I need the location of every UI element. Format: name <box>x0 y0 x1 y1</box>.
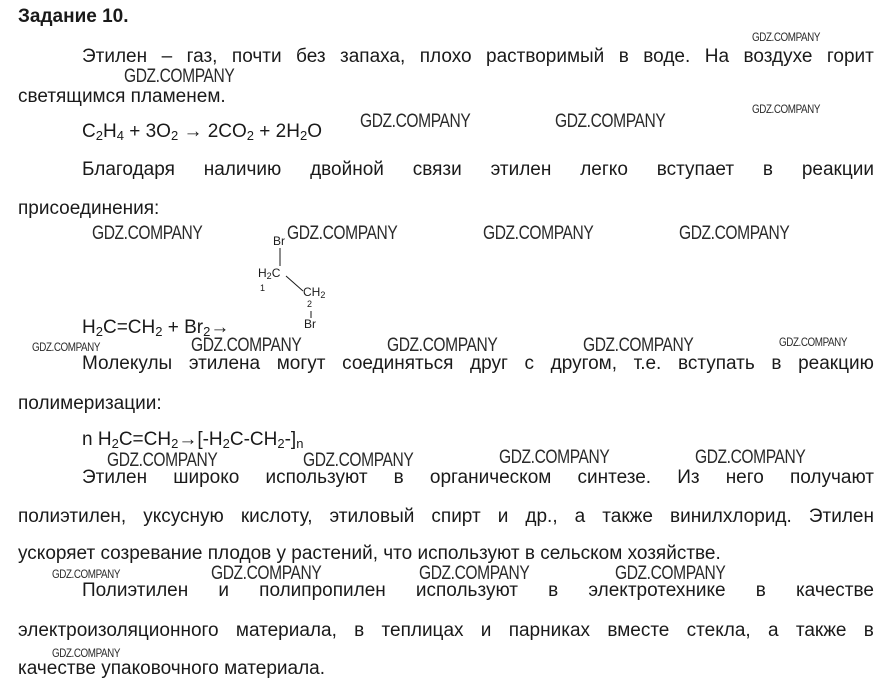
watermark: GDZ.COMPANY <box>52 567 121 581</box>
watermark: GDZ.COMPANY <box>679 223 790 244</box>
watermark: GDZ.COMPANY <box>92 223 203 244</box>
word: Из <box>677 467 700 488</box>
word: почти <box>231 46 282 67</box>
word: вместе <box>607 620 670 641</box>
word: а <box>767 620 779 641</box>
watermark: GDZ.COMPANY <box>107 450 218 471</box>
word: с <box>524 353 535 374</box>
word: запаха, <box>340 46 406 67</box>
word: и <box>218 580 230 601</box>
equation-bromination: $H_2C=CH_2 + Br_2\to$ <box>82 317 230 339</box>
equation-combustion: $C_2H_4 + 3O_2 \to 2CO_2 + 2H_2O$ <box>82 121 322 143</box>
structure-br-bottom: Br <box>304 317 316 331</box>
word: воздухе <box>743 46 813 67</box>
word: широко <box>173 467 240 488</box>
structure-c2: $CH_2$ <box>303 285 326 300</box>
word: могут <box>276 353 326 374</box>
word: в <box>548 580 559 601</box>
equation-polymerization: n $H_2C=CH_2\to[-H_2C-CH_2-]_n$ <box>82 429 304 451</box>
word: и <box>497 506 509 527</box>
watermark: GDZ.COMPANY <box>52 646 121 660</box>
word: без <box>296 46 326 67</box>
p4-line3: ускоряет созревание плодов у растений, что используют в сельском хозяйстве. <box>18 543 721 564</box>
p3-line2: полимеризации: <box>18 393 162 414</box>
word: в <box>762 159 773 180</box>
word: этиловый <box>329 506 415 527</box>
word: в <box>755 580 766 601</box>
word: и <box>480 620 492 641</box>
word: Этилен <box>808 506 874 527</box>
word: Этилен <box>82 467 148 488</box>
word: двойной <box>310 159 384 180</box>
word: винилхлорид. <box>669 506 792 527</box>
watermark: GDZ.COMPANY <box>695 447 806 468</box>
p5-line2 <box>18 620 874 642</box>
word: др., <box>525 506 558 527</box>
structure-num-2: 2 <box>307 299 313 309</box>
watermark: GDZ.COMPANY <box>32 340 101 354</box>
watermark: GDZ.COMPANY <box>303 450 414 471</box>
word: в <box>393 467 404 488</box>
word: также <box>795 620 847 641</box>
word: Благодаря <box>82 159 175 180</box>
watermark: GDZ.COMPANY <box>615 563 726 584</box>
word: кислоту, <box>240 506 313 527</box>
word: качестве <box>795 580 874 601</box>
word: газ, <box>186 46 218 67</box>
p5-line3: качестве упаковочного материала. <box>18 658 326 679</box>
word: другом, <box>550 353 617 374</box>
word: друг <box>470 353 508 374</box>
word: а <box>574 506 586 527</box>
word: используют <box>265 467 368 488</box>
watermark: GDZ.COMPANY <box>483 223 594 244</box>
p2-line2: присоединения: <box>18 198 160 219</box>
watermark: GDZ.COMPANY <box>124 66 235 87</box>
watermark: GDZ.COMPANY <box>360 111 471 132</box>
word: электроизоляционного <box>18 620 219 641</box>
word: в <box>863 620 874 641</box>
word: стекла, <box>686 620 751 641</box>
structure-num-1: 1 <box>260 283 266 293</box>
watermark: GDZ.COMPANY <box>499 447 610 468</box>
word: Полиэтилен <box>82 580 189 601</box>
word: связи <box>412 159 462 180</box>
p1-line2: светящимся пламенем. <box>18 86 226 107</box>
task-title: Задание 10. <box>18 6 129 27</box>
word: получают <box>789 467 874 488</box>
word: Молекулы <box>82 353 173 374</box>
watermark: GDZ.COMPANY <box>779 335 848 349</box>
word: этилена <box>188 353 261 374</box>
word: легко <box>580 159 628 180</box>
word: уксусную <box>143 506 224 527</box>
word: растворимый <box>486 46 605 67</box>
watermark: GDZ.COMPANY <box>752 102 821 116</box>
word: воде. <box>643 46 691 67</box>
watermark: GDZ.COMPANY <box>287 223 398 244</box>
watermark: GDZ.COMPANY <box>752 30 821 44</box>
word: в <box>618 46 629 67</box>
watermark: GDZ.COMPANY <box>211 563 322 584</box>
word: На <box>704 46 730 67</box>
word: него <box>725 467 764 488</box>
watermark: GDZ.COMPANY <box>387 335 498 356</box>
word: спирт <box>431 506 481 527</box>
word: материала, <box>235 620 337 641</box>
word: вступает <box>656 159 735 180</box>
word: в <box>354 620 365 641</box>
word: используют <box>415 580 518 601</box>
structure-br-top: Br <box>273 234 285 248</box>
word: синтезе. <box>577 467 652 488</box>
word: – <box>161 46 173 67</box>
word: плохо <box>419 46 472 67</box>
word: полипропилен <box>259 580 386 601</box>
p4-line2 <box>18 506 874 528</box>
word: полиэтилен, <box>18 506 127 527</box>
structure-c1: $H_2C$ <box>258 266 281 281</box>
word: вступать <box>677 353 755 374</box>
word: органическом <box>429 467 552 488</box>
word: электротехнике <box>588 580 726 601</box>
word: реакцию <box>798 353 874 374</box>
word: теплицах <box>381 620 464 641</box>
watermark: GDZ.COMPANY <box>583 335 694 356</box>
word: т.е. <box>633 353 662 374</box>
word: реакции <box>801 159 874 180</box>
word: Этилен <box>82 46 148 67</box>
word: этилен <box>490 159 552 180</box>
word: в <box>771 353 782 374</box>
word: горит <box>826 46 874 67</box>
word: соединяться <box>342 353 454 374</box>
word: также <box>602 506 653 527</box>
watermark: GDZ.COMPANY <box>191 335 302 356</box>
watermark: GDZ.COMPANY <box>419 563 530 584</box>
word: парниках <box>508 620 591 641</box>
watermark: GDZ.COMPANY <box>555 111 666 132</box>
word: наличию <box>203 159 282 180</box>
